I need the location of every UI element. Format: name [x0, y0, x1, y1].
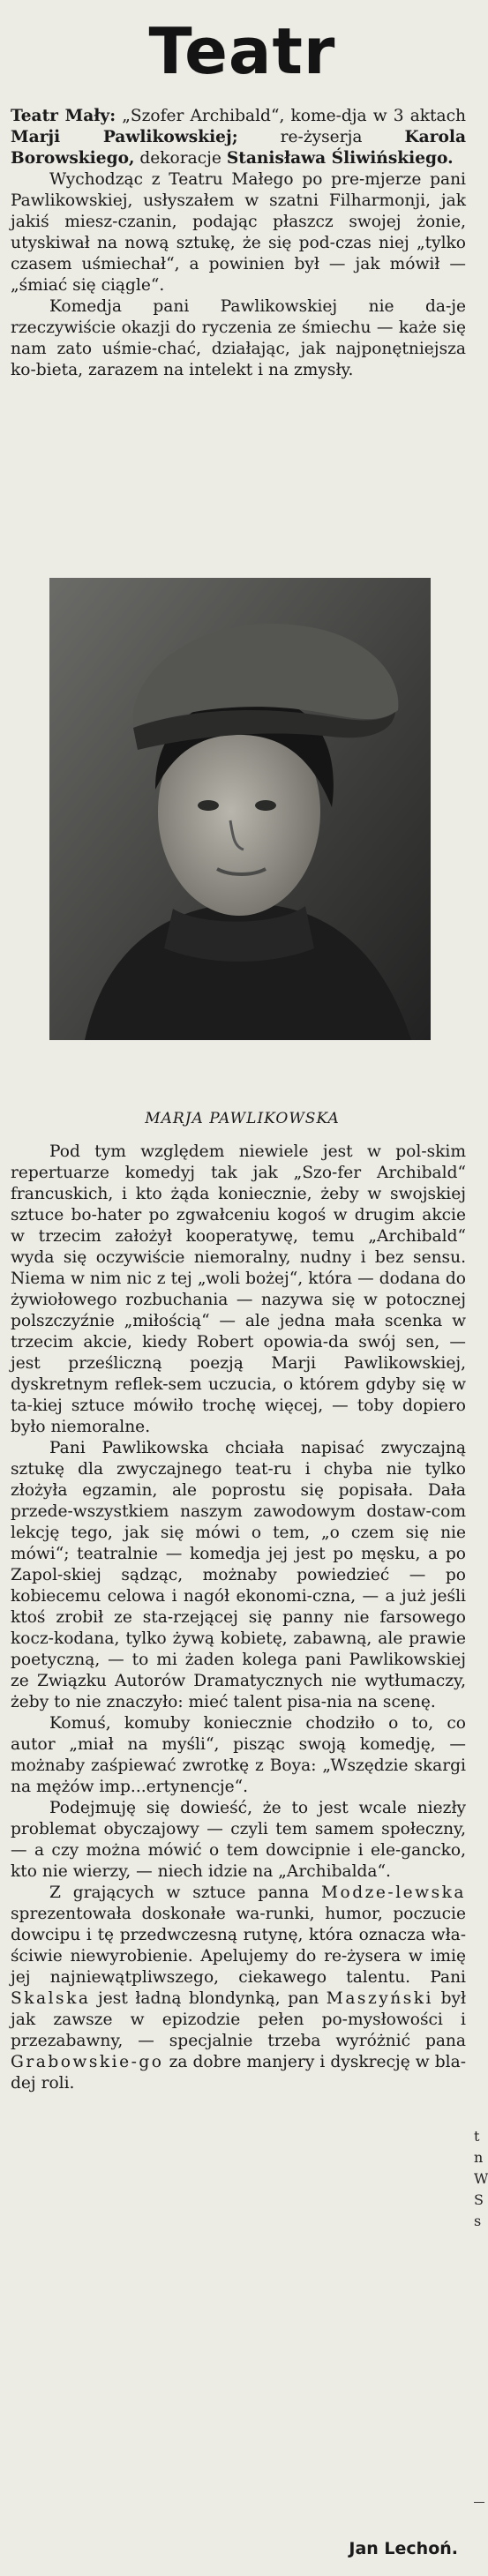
cast-text-1: Z grających w sztuce panna	[49, 1883, 310, 1902]
portrait-photo	[49, 578, 431, 1040]
decor-prefix: dekoracje	[139, 149, 221, 168]
paragraph-1: Wychodząc z Teatru Małego po pre-mjerze pani Pawlikowskiej, usłyszałem w szatni Filharmonji, jak jakiś miesz-czanin, podając płaszcz swojej żonie, utyskiwał na nową sztukę, że się pod-czas niej „tylko czasem uśmiechał“, a powinien był — jak mówił — „śmiać się ciągle“.	[11, 170, 466, 295]
director-name: Karola Borowskiego,	[11, 128, 466, 168]
paragraph-5: Komuś, komuby koniecznie chodziło o to, co autor „miał na myśli“, pisząc swoją komedję, — możnaby zaśpiewać zwrotkę z Boya: „Wszędzie skargi na mężów imp...ertynencje“.	[11, 1714, 466, 1796]
cast-name-modzelewska: Modze-lewska	[321, 1883, 466, 1902]
credits-paragraph	[11, 106, 466, 169]
paragraph-4: Pani Pawlikowska chciała napisać zwyczajną sztukę dla zwyczajnego teat-ru i chyba nie tylko złożyła egzamin, ale poprostu się popisała. Dała przede-wszystkiem naszym zawodowym dostaw-com lekcję tego, jak się mówi o tem, „o czem się nie mówi“; teatralnie — komedja jej jest po męsku, a po Zapol-skiej sądząc, możnaby powiedzieć — po kobiecemu celowa i nagół ekonomi-czna, — a już jeśli ktoś zrobił ze sta-rzejącej się panny nie farsowego kocz-kodana, tylko żywą kobietę, zabawną, ale prawie poetyczną, — to mi żaden kolega pani Pawlikowskiej ze Związku Autorów Dramatycznych nie wytłumaczy, żeby to nie znaczyło: mieć talent pisa-nia na scenę.	[11, 1439, 466, 1711]
author-signature: Jan Lechoń.	[349, 2539, 458, 2558]
margin-letter-5: s	[474, 2213, 482, 2229]
portrait-image	[49, 578, 431, 1040]
author-name: Marji Pawlikowskiej;	[11, 128, 238, 146]
margin-letter-2: n	[474, 2149, 484, 2166]
cast-text-3: jest ładną blondynką, pan	[98, 1989, 319, 2008]
director-prefix: re-żyserja	[280, 128, 363, 146]
cast-text-5: za dobre manjery i dyskrecję w bla-dej roli.	[11, 2053, 466, 2093]
paragraph-6: Podejmuję się dowieść, że to jest wcale niezły problemat obyczajowy — czyli tem samem społeczny, — a czy można mówić o tem dowcipnie i ele-gancko, kto nie wierzy, — niech idzie na „Archibalda“.	[11, 1799, 466, 1881]
play-title: „Szofer Archibald“, kome-dja w 3 aktach	[122, 107, 466, 125]
article-body-block	[11, 1142, 466, 2094]
margin-letter-4: S	[474, 2191, 484, 2208]
cast-name-skalska: Skalska	[11, 1989, 91, 2008]
decorator-name: Stanisława Śliwińskiego.	[226, 149, 454, 168]
margin-letter-3: W	[474, 2170, 488, 2187]
paragraph-7	[11, 1883, 466, 2094]
margin-letter-1: t	[474, 2128, 480, 2145]
cast-text-4: był jak zawsze w epizodzie pełen po-mysłowości i przezabawny, — specjalnie trzeba wyróżnić pana	[11, 1989, 466, 2050]
cast-text-2: sprezentowała doskonałe wa-runki, humor, poczucie dowcipu i tę przedwczesną rutynę, która oznacza wła-ściwie niewyrobienie. Apelujemy do re-żysera w imię jej najniewątpliwszego, ciekawego talentu. Pani	[11, 1905, 466, 1987]
theatre-name: Teatr Mały:	[11, 107, 116, 125]
paragraph-3: Pod tym względem niewiele jest w pol-skim repertuarze komedyj tak jak „Szo-fer Archibald“ francuskich, i kto żąda koniecznie, żeby w swojskiej sztuce bo-hater po zgwałceniu kogoś w drugim akcie w trzecim założył kooperatywę, temu „Archibald“ wyda się oczywiście niemoralny, nudny i bez sensu. Niema w nim nic z tej „woli bożej“, która — dodana do żywiołowego rozbuchania — nazywa się w potocznej polszczyźnie „miłością“ — ale jedna mała scenka w trzecim akcie, kiedy Robert opowia-da swój sen, — jest prześliczną poezją Marji Pawlikowskiej, dyskretnym reflek-sem uczucia, o którem gdyby się w ta-kiej sztuce mówiło trochę więcej, — toby dopiero było niemoralne.	[11, 1142, 466, 1436]
paragraph-2: Komedja pani Pawlikowskiej nie da-je rzeczywiście okazji do ryczenia ze śmiechu — każe się nam zato uśmie-chać, działając, jak najponętniejsza ko-bieta, zarazem na intelekt i na zmysły.	[11, 297, 466, 379]
section-title: Teatr	[148, 14, 336, 88]
cast-name-maszynski: Maszyński	[326, 1989, 433, 2008]
article-intro-block	[11, 106, 466, 381]
cast-name-grabowski: Grabowskie-go	[11, 2053, 164, 2071]
photo-caption: MARJA PAWLIKOWSKA	[145, 1110, 340, 1127]
margin-rule	[474, 2502, 484, 2503]
